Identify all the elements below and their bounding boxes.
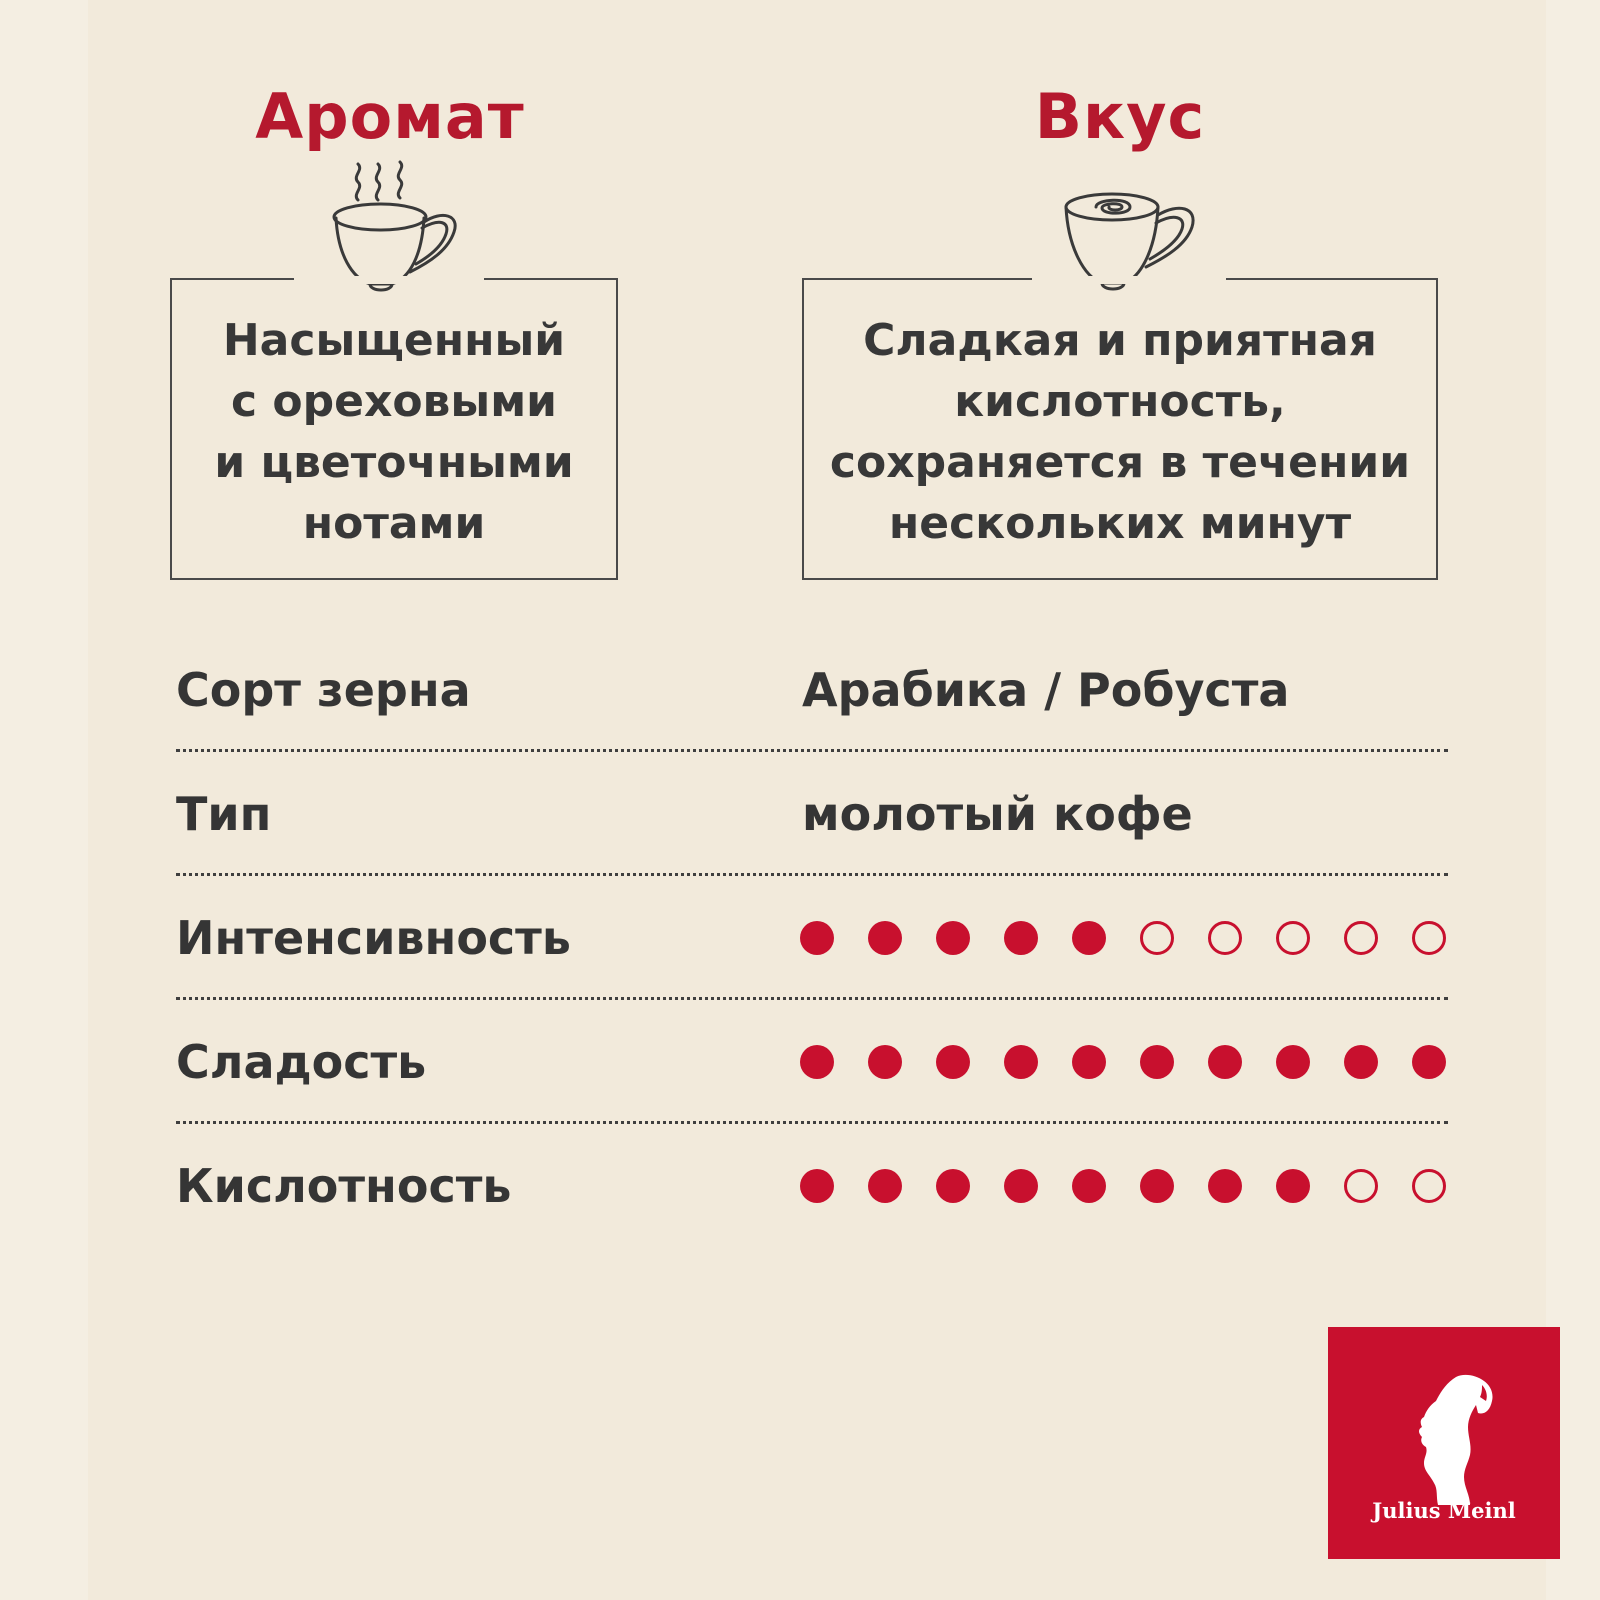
rating-dot-filled bbox=[868, 1169, 902, 1203]
spec-value: Арабика / Робуста bbox=[802, 663, 1290, 717]
rating-dot-filled bbox=[1276, 1169, 1310, 1203]
rating-dot-filled bbox=[1072, 1045, 1106, 1079]
aroma-heading: Аромат bbox=[255, 80, 525, 153]
rating-dot-empty bbox=[1208, 921, 1242, 955]
rating-dot-filled bbox=[936, 1045, 970, 1079]
rating-dot-filled bbox=[1140, 1045, 1174, 1079]
rating-dot-filled bbox=[936, 1169, 970, 1203]
rating-dot-filled bbox=[1004, 1045, 1038, 1079]
spec-value: молотый кофе bbox=[802, 787, 1193, 841]
rating-dot-filled bbox=[1004, 921, 1038, 955]
rating-dot-filled bbox=[1412, 1045, 1446, 1079]
rating-dot-empty bbox=[1412, 1169, 1446, 1203]
taste-description-box bbox=[802, 278, 1438, 580]
spec-label: Интенсивность bbox=[176, 911, 571, 965]
aroma-description: Насыщенный с ореховыми и цветочными нотами bbox=[214, 315, 574, 549]
rating-dot-filled bbox=[1140, 1169, 1174, 1203]
brand-name: Julius Meinl bbox=[1372, 1498, 1516, 1523]
rating-dot-filled bbox=[800, 1169, 834, 1203]
taste-heading: Вкус bbox=[1034, 80, 1206, 153]
box-frame-gap bbox=[294, 276, 484, 284]
rating-dot-empty bbox=[1344, 1169, 1378, 1203]
rating-dot-filled bbox=[1004, 1169, 1038, 1203]
rating-dot-empty bbox=[1276, 921, 1310, 955]
rating-dot-filled bbox=[1208, 1045, 1242, 1079]
rating-dot-filled bbox=[1208, 1169, 1242, 1203]
sweetness-rating bbox=[800, 1000, 1480, 1124]
acidity-rating bbox=[800, 1124, 1480, 1248]
julius-meinl-logo bbox=[1328, 1327, 1560, 1559]
rating-dot-filled bbox=[800, 921, 834, 955]
spec-label: Тип bbox=[176, 787, 272, 841]
spec-row-sweetness bbox=[176, 1000, 1448, 1124]
rating-dot-empty bbox=[1140, 921, 1174, 955]
box-frame-gap bbox=[1032, 276, 1226, 284]
intensity-rating bbox=[800, 876, 1480, 1000]
spec-label: Сладость bbox=[176, 1035, 427, 1089]
rating-dot-empty bbox=[1344, 921, 1378, 955]
rating-dot-empty bbox=[1412, 921, 1446, 955]
rating-dot-filled bbox=[868, 921, 902, 955]
spec-row-bean-variety bbox=[176, 628, 1448, 752]
rating-dot-filled bbox=[1344, 1045, 1378, 1079]
spec-label: Сорт зерна bbox=[176, 663, 471, 717]
rating-dot-filled bbox=[800, 1045, 834, 1079]
rating-dot-filled bbox=[936, 921, 970, 955]
aroma-description-box bbox=[170, 278, 618, 580]
spec-label: Кислотность bbox=[176, 1159, 512, 1213]
spec-row-intensity bbox=[176, 876, 1448, 1000]
rating-dot-filled bbox=[868, 1045, 902, 1079]
rating-dot-filled bbox=[1072, 1169, 1106, 1203]
taste-description: Сладкая и приятная кислотность, сохраняется в течении нескольких минут bbox=[829, 315, 1411, 549]
rating-dot-filled bbox=[1276, 1045, 1310, 1079]
spec-row-type bbox=[176, 752, 1448, 876]
left-edge-band bbox=[0, 0, 88, 1600]
spec-row-acidity bbox=[176, 1124, 1448, 1248]
rating-dot-filled bbox=[1072, 921, 1106, 955]
